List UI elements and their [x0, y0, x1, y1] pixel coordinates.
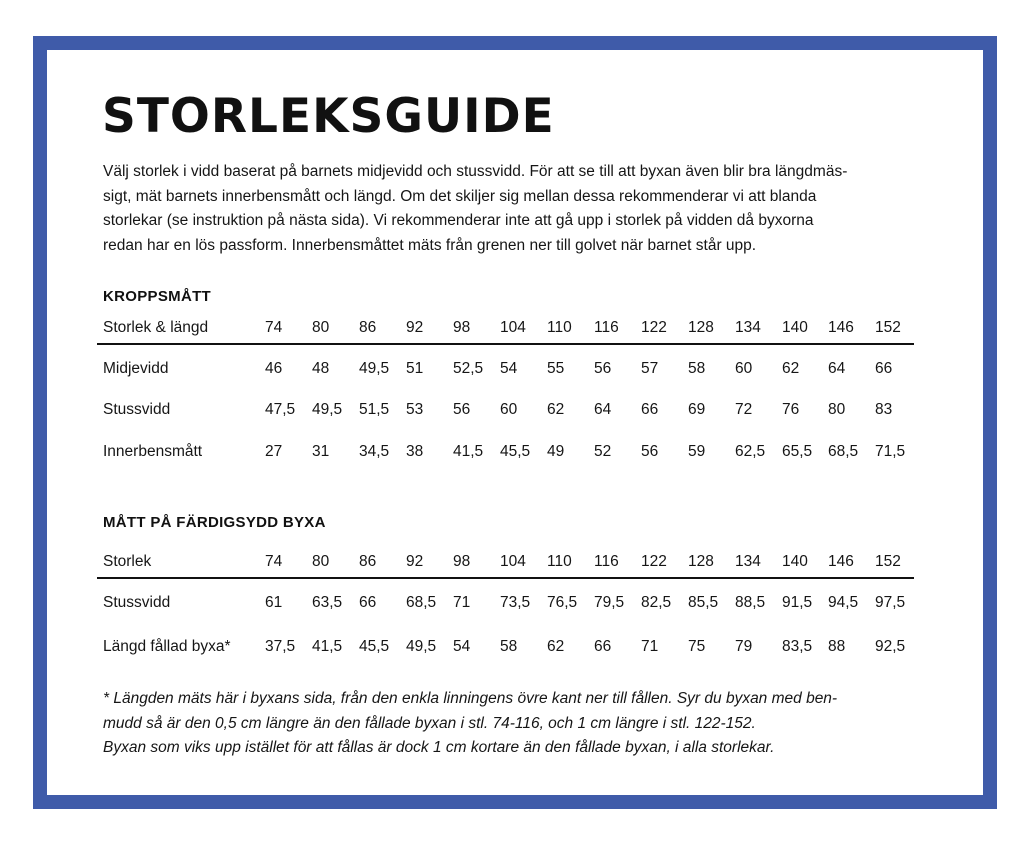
value-cell: 27 [265, 443, 283, 460]
value-cell: 72 [735, 401, 753, 418]
value-cell: 45,5 [359, 638, 390, 655]
value-cell: 55 [547, 360, 565, 377]
garment-header-label: Storlek [103, 553, 152, 570]
page-title: STORLEKSGUIDE [102, 89, 555, 144]
size-header-cell: 146 [828, 319, 854, 336]
value-cell: 49,5 [312, 401, 343, 418]
size-header-cell: 92 [406, 553, 424, 570]
size-header-cell: 116 [594, 553, 619, 570]
value-cell: 71,5 [875, 443, 906, 460]
value-cell: 66 [359, 594, 377, 611]
value-cell: 66 [875, 360, 893, 377]
size-header-cell: 122 [641, 319, 667, 336]
intro-line: Välj storlek i vidd baserat på barnets midjevidd och stussvidd. För att se till att byxan även blir bra längdmäs- [103, 163, 848, 180]
value-cell: 57 [641, 360, 659, 377]
value-cell: 88,5 [735, 594, 766, 611]
size-header-cell: 122 [641, 553, 667, 570]
value-cell: 41,5 [312, 638, 343, 655]
value-cell: 91,5 [782, 594, 813, 611]
size-header-cell: 116 [594, 319, 619, 336]
size-header-cell: 128 [688, 319, 714, 336]
value-cell: 56 [594, 360, 612, 377]
value-cell: 97,5 [875, 594, 906, 611]
size-header-cell: 140 [782, 319, 808, 336]
table-row [97, 400, 915, 420]
size-header-cell: 104 [500, 319, 526, 336]
garment-header-row [97, 552, 915, 572]
size-header-cell: 110 [547, 553, 572, 570]
value-cell: 58 [500, 638, 518, 655]
garment-measurements-table [97, 552, 915, 655]
footnote-line: mudd så är den 0,5 cm längre än den fållade byxan i stl. 74-116, och 1 cm längre i stl. 122-152. [103, 714, 756, 732]
row-label: Stussvidd [103, 594, 171, 611]
value-cell: 62 [547, 638, 565, 655]
table-row [97, 442, 915, 462]
value-cell: 41,5 [453, 443, 484, 460]
value-cell: 45,5 [500, 443, 531, 460]
value-cell: 83 [875, 401, 893, 418]
size-header-cell: 134 [735, 319, 761, 336]
footnote-line: Byxan som viks upp istället för att fållas är dock 1 cm kortare än den fållade byxan, i alla storlekar. [103, 739, 775, 756]
value-cell: 62 [782, 360, 800, 377]
value-cell: 59 [688, 443, 706, 460]
value-cell: 79,5 [594, 594, 625, 611]
size-header-cell: 80 [312, 319, 330, 336]
size-header-cell: 98 [453, 319, 471, 336]
size-header-cell: 152 [875, 319, 901, 336]
value-cell: 92,5 [875, 638, 906, 655]
value-cell: 79 [735, 638, 753, 655]
value-cell: 54 [453, 638, 471, 655]
intro-paragraph [103, 160, 933, 258]
value-cell: 83,5 [782, 638, 813, 655]
value-cell: 52 [594, 443, 612, 460]
header-divider [97, 577, 914, 579]
value-cell: 31 [312, 443, 330, 460]
value-cell: 49 [547, 443, 565, 460]
size-header-cell: 98 [453, 553, 471, 570]
footnote-line: * Längden mäts här i byxans sida, från den enkla linningens övre kant ner till fållen. Syr du byxan med ben- [103, 690, 838, 707]
value-cell: 51 [406, 360, 424, 377]
body-header-row [97, 318, 915, 338]
value-cell: 62 [547, 401, 565, 418]
size-header-cell: 146 [828, 553, 854, 570]
value-cell: 71 [453, 594, 471, 611]
size-header-cell: 74 [265, 319, 283, 336]
value-cell: 63,5 [312, 594, 343, 611]
value-cell: 94,5 [828, 594, 859, 611]
garment-measurements-title: MÅTT PÅ FÄRDIGSYDD BYXA [103, 514, 326, 531]
value-cell: 37,5 [265, 638, 296, 655]
size-header-cell: 86 [359, 319, 377, 336]
value-cell: 61 [265, 594, 283, 611]
value-cell: 34,5 [359, 443, 390, 460]
size-header-cell: 128 [688, 553, 714, 570]
value-cell: 49,5 [359, 360, 390, 377]
value-cell: 64 [594, 401, 612, 418]
value-cell: 49,5 [406, 638, 437, 655]
value-cell: 71 [641, 638, 659, 655]
body-measurements-title: KROPPSMÅTT [103, 288, 211, 305]
body-header-label: Storlek & längd [103, 319, 209, 336]
size-header-cell: 134 [735, 553, 761, 570]
size-header-cell: 110 [547, 319, 572, 336]
table-row [97, 593, 915, 613]
body-measurements-table [97, 318, 915, 460]
value-cell: 66 [594, 638, 612, 655]
value-cell: 54 [500, 360, 518, 377]
value-cell: 51,5 [359, 401, 390, 418]
value-cell: 56 [453, 401, 471, 418]
value-cell: 65,5 [782, 443, 813, 460]
row-label: Stussvidd [103, 401, 171, 418]
value-cell: 47,5 [265, 401, 296, 418]
size-header-cell: 92 [406, 319, 424, 336]
value-cell: 46 [265, 360, 283, 377]
row-label: Innerbensmått [103, 443, 203, 460]
size-header-cell: 74 [265, 553, 283, 570]
value-cell: 48 [312, 360, 330, 377]
intro-line: storlekar (se instruktion på nästa sida). Vi rekommenderar inte att gå upp i storlek på vidden då byxorna [103, 212, 814, 229]
header-divider [97, 343, 914, 345]
size-header-cell: 152 [875, 553, 901, 570]
size-header-cell: 140 [782, 553, 808, 570]
value-cell: 82,5 [641, 594, 672, 611]
value-cell: 76,5 [547, 594, 578, 611]
table-row [97, 637, 915, 657]
value-cell: 80 [828, 401, 846, 418]
size-header-cell: 104 [500, 553, 526, 570]
value-cell: 75 [688, 638, 706, 655]
value-cell: 85,5 [688, 594, 719, 611]
value-cell: 88 [828, 638, 846, 655]
size-header-cell: 86 [359, 553, 377, 570]
value-cell: 68,5 [828, 443, 859, 460]
value-cell: 66 [641, 401, 659, 418]
value-cell: 60 [735, 360, 753, 377]
value-cell: 68,5 [406, 594, 437, 611]
row-label: Längd fållad byxa* [103, 638, 231, 655]
value-cell: 56 [641, 443, 659, 460]
row-label: Midjevidd [103, 360, 169, 377]
value-cell: 76 [782, 401, 800, 418]
value-cell: 52,5 [453, 360, 484, 377]
value-cell: 62,5 [735, 443, 766, 460]
footnote [103, 687, 933, 761]
intro-line: redan har en lös passform. Innerbensmåttet mäts från grenen ner till golvet när barnet står upp. [103, 236, 757, 254]
value-cell: 38 [406, 443, 424, 460]
value-cell: 53 [406, 401, 424, 418]
value-cell: 64 [828, 360, 846, 377]
table-row [97, 359, 915, 379]
value-cell: 69 [688, 401, 706, 418]
intro-line: sigt, mät barnets innerbensmått och längd. Om det skiljer sig mellan dessa rekommenderar vi att blanda [103, 187, 817, 205]
value-cell: 73,5 [500, 594, 531, 611]
value-cell: 60 [500, 401, 518, 418]
value-cell: 58 [688, 360, 706, 377]
size-header-cell: 80 [312, 553, 330, 570]
